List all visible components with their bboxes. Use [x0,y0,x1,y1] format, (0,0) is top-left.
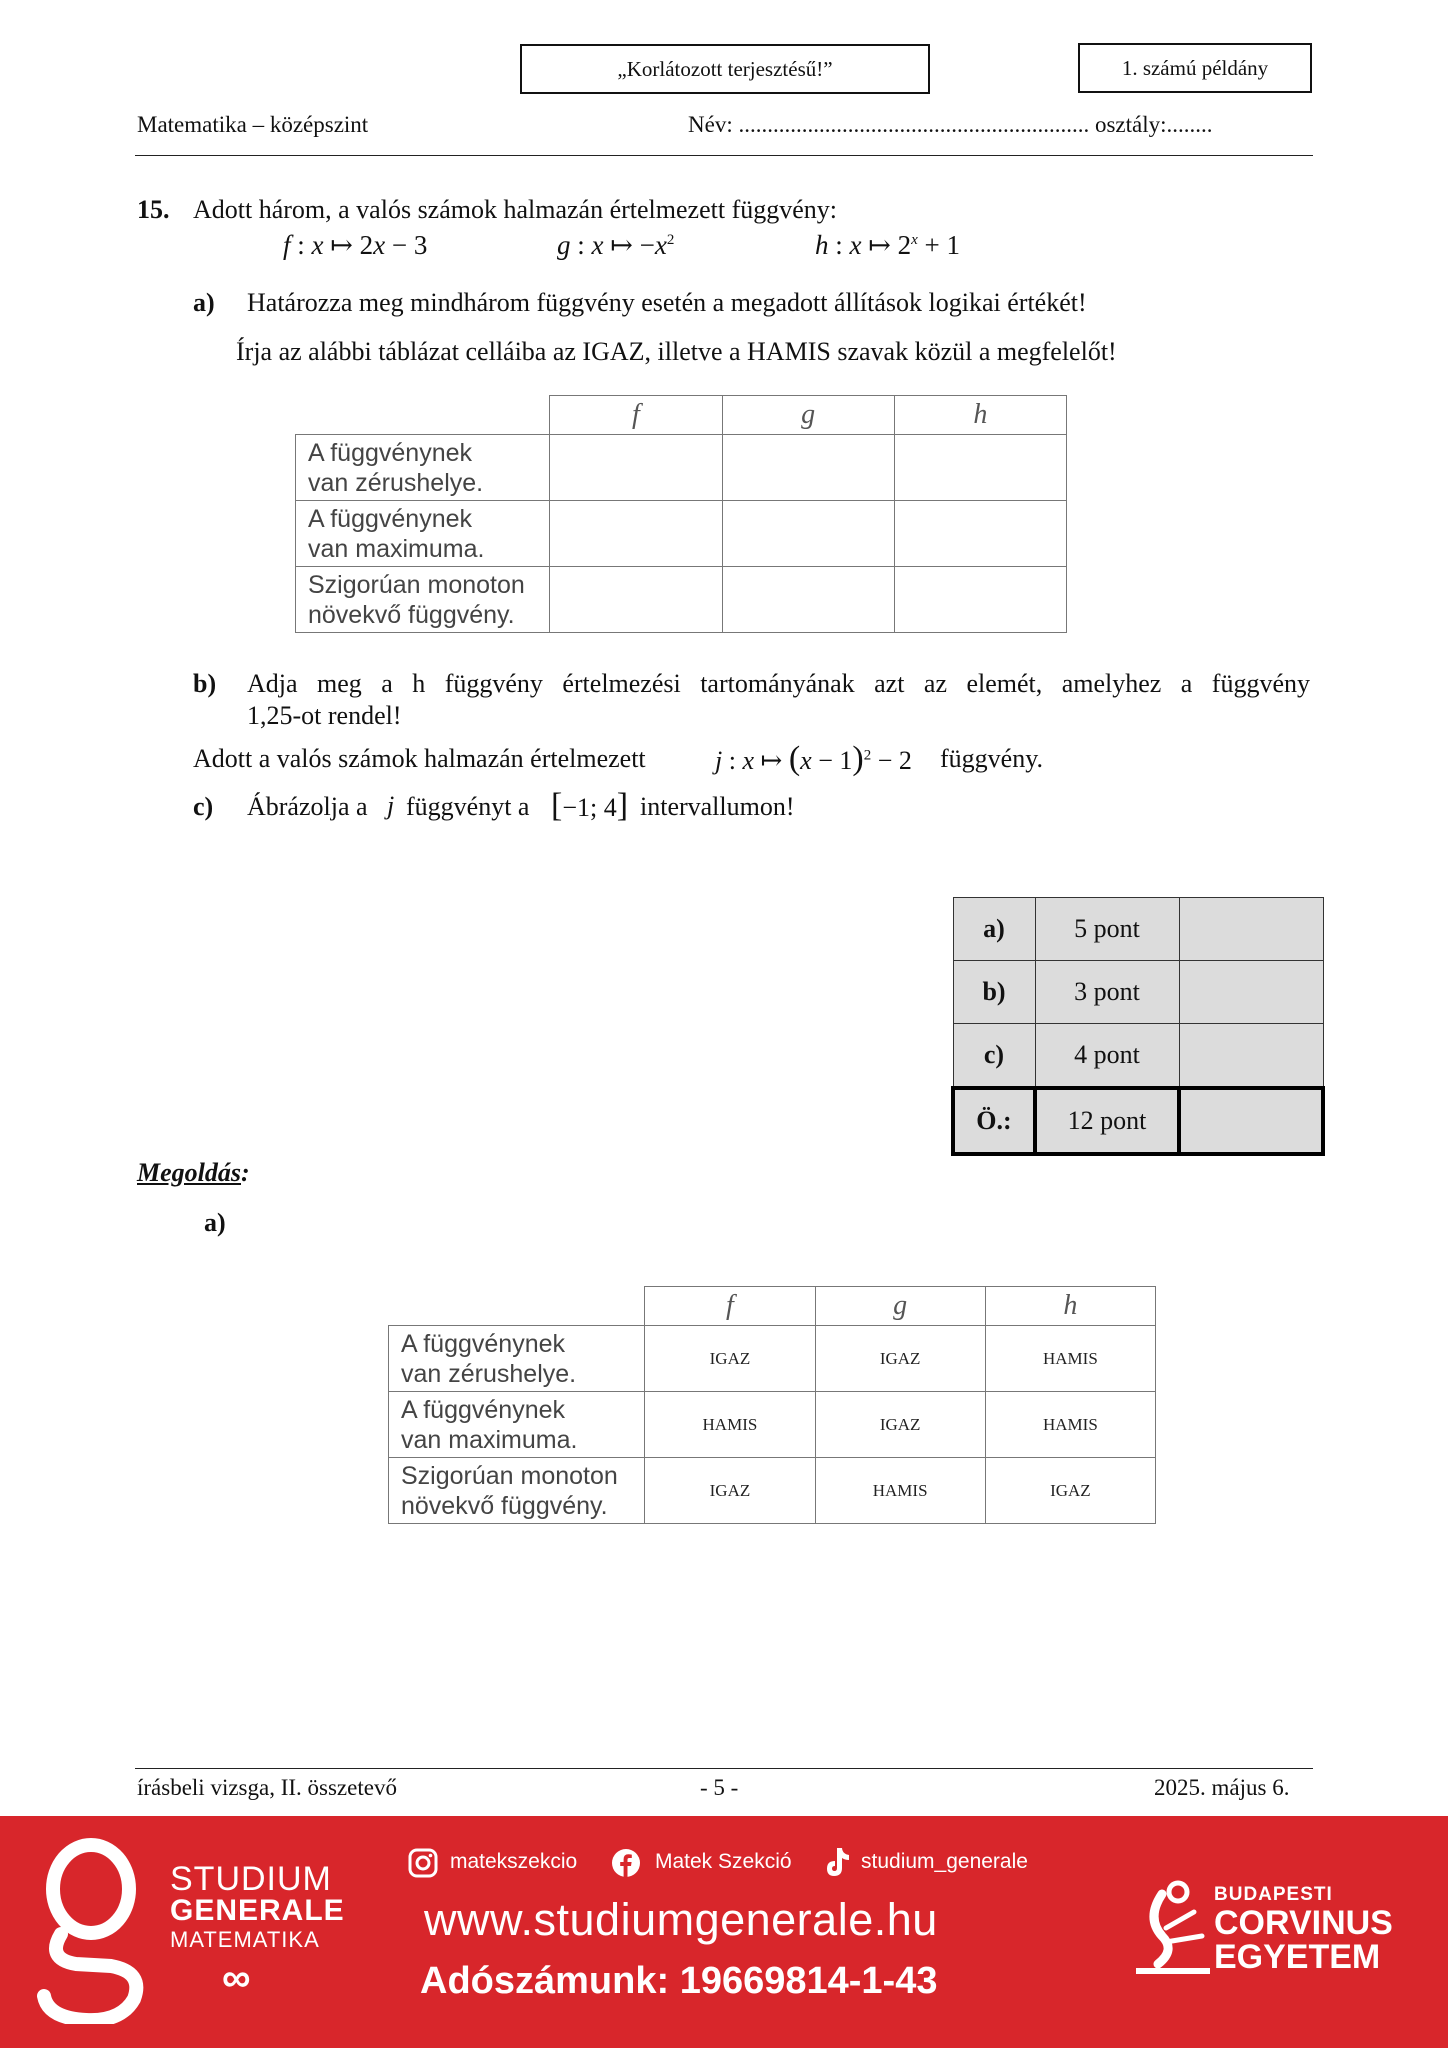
score-earned[interactable] [1179,961,1323,1024]
footer-page-number: - 5 - [700,1775,739,1800]
part-b-text: Adja meg a h függvény értelmezési tartományának azt az elemét, amelyhez a függvény [247,669,1310,698]
answer-cell[interactable] [722,435,894,501]
task-table [295,395,1067,633]
corvinus-line2: CORVINUS [1214,1904,1393,1942]
infinity-icon: ∞ [222,1956,251,2000]
col-header-f: f [645,1287,815,1326]
solution-heading: Megoldás: [137,1158,250,1187]
part-c-mid: függvényt a [406,792,530,821]
function-h: h : x ↦ $2^x + 1$ [815,230,961,260]
col-header-g: g [815,1287,985,1326]
copy-number: 1. számú példány [1121,56,1269,80]
brand-matematika: MATEMATIKA [170,1927,320,1952]
row-label-max: A függvénynek van maximuma. [296,501,550,567]
part-a-label: a) [193,288,215,317]
brand-generale: GENERALE [170,1894,345,1927]
j-outro: függvény. [940,744,1044,773]
answer-value: HAMIS [815,1458,985,1524]
col-header-h: h [985,1287,1155,1326]
function-g: g : x ↦ $-x^2$ [557,230,675,260]
function-j: j : x ↦ $(x - 1)^2 - 2$ [715,740,912,777]
restricted-notice-box [520,44,930,94]
answer-value: HAMIS [985,1392,1155,1458]
score-points: 4 pont [1035,1024,1179,1089]
problem-number: 15. [137,195,170,224]
row-label-max: A függvénynek van maximuma. [389,1392,645,1458]
solution-table [388,1286,1156,1524]
score-earned[interactable] [1179,898,1323,961]
answer-value: HAMIS [645,1392,815,1458]
score-part-b: b) [953,961,1035,1024]
answer-cell[interactable] [550,567,722,633]
row-label-monotone: Szigorúan monoton növekvő függvény. [389,1458,645,1524]
part-b-text-cont: 1,25-ot rendel! [247,701,402,730]
corvinus-logo-icon [1132,1878,1214,1978]
solution-part-a: a) [204,1208,226,1237]
function-f: f : x ↦ 2x − 3 [283,230,428,260]
answer-cell[interactable] [894,435,1066,501]
tiktok-handle[interactable]: studium_generale [861,1850,1028,1873]
part-a-text: Határozza meg mindhárom függvény esetén a megadott állítások logikai értékét! [247,288,1087,317]
answer-value: IGAZ [645,1458,815,1524]
restricted-notice: „Korlátozott terjesztésű!” [617,57,833,81]
website-link[interactable]: www.studiumgenerale.hu [424,1894,938,1945]
footer-date: 2025. május 6. [1154,1775,1290,1800]
row-label-zero: A függvénynek van zérushelye. [296,435,550,501]
row-label-zero: A függvénynek van zérushelye. [389,1326,645,1392]
part-c-label: c) [193,792,214,821]
answer-cell[interactable] [550,501,722,567]
answer-value: IGAZ [815,1392,985,1458]
corvinus-line3: EGYETEM [1214,1938,1381,1976]
answer-cell[interactable] [894,501,1066,567]
facebook-name[interactable]: Matek Szekció [655,1850,792,1873]
copy-number-box [1078,43,1312,93]
tiktok-icon [823,1846,851,1878]
score-part-c: c) [953,1024,1035,1089]
studium-g-logo-icon [36,1834,146,2024]
part-b-label: b) [193,669,217,698]
instagram-handle[interactable]: matekszekcio [450,1850,578,1873]
col-header-h: h [894,396,1066,435]
part-a-instructions: Írja az alábbi táblázat celláiba az IGAZ, illetve a HAMIS szavak közül a megfelelőt! [236,337,1117,366]
j-symbol: j [387,791,395,820]
part-c-post: intervallumon! [640,792,795,821]
answer-value: IGAZ [985,1458,1155,1524]
score-total-label: Ö.: [953,1088,1035,1154]
score-earned[interactable] [1179,1024,1323,1089]
facebook-icon [611,1848,641,1878]
subject-label: Matematika – középszint [137,112,369,137]
j-intro: Adott a valós számok halmazán értelmezett [193,744,646,773]
instagram-icon [408,1848,438,1878]
answer-value: HAMIS [985,1326,1155,1392]
problem-intro: Adott három, a valós számok halmazán értelmezett függvény: [193,195,837,224]
tax-number: Adószámunk: 19669814-1-43 [420,1960,938,2002]
score-points: 5 pont [1035,898,1179,961]
part-c-pre: Ábrázolja a [247,792,368,821]
score-total-points: 12 pont [1035,1088,1179,1154]
answer-cell[interactable] [550,435,722,501]
answer-cell[interactable] [894,567,1066,633]
col-header-g: g [722,396,894,435]
score-part-a: a) [953,898,1035,961]
footer-rule [135,1768,1313,1769]
header-rule [135,155,1313,156]
answer-value: IGAZ [645,1326,815,1392]
sponsor-banner [0,1816,1448,2048]
row-label-monotone: Szigorúan monoton növekvő függvény. [296,567,550,633]
interval: [−1; 4] [551,787,629,824]
corvinus-line1: BUDAPESTI [1214,1884,1333,1905]
answer-cell[interactable] [722,501,894,567]
score-points: 3 pont [1035,961,1179,1024]
answer-value: IGAZ [815,1326,985,1392]
name-class-field: Név: ............................................................. osztály:........ [688,112,1213,137]
score-table [951,897,1325,1156]
score-total-earned[interactable] [1179,1088,1323,1154]
col-header-f: f [550,396,722,435]
brand-studium: STUDIUM [170,1860,332,1898]
footer-left: írásbeli vizsga, II. összetevő [137,1775,397,1800]
answer-cell[interactable] [722,567,894,633]
